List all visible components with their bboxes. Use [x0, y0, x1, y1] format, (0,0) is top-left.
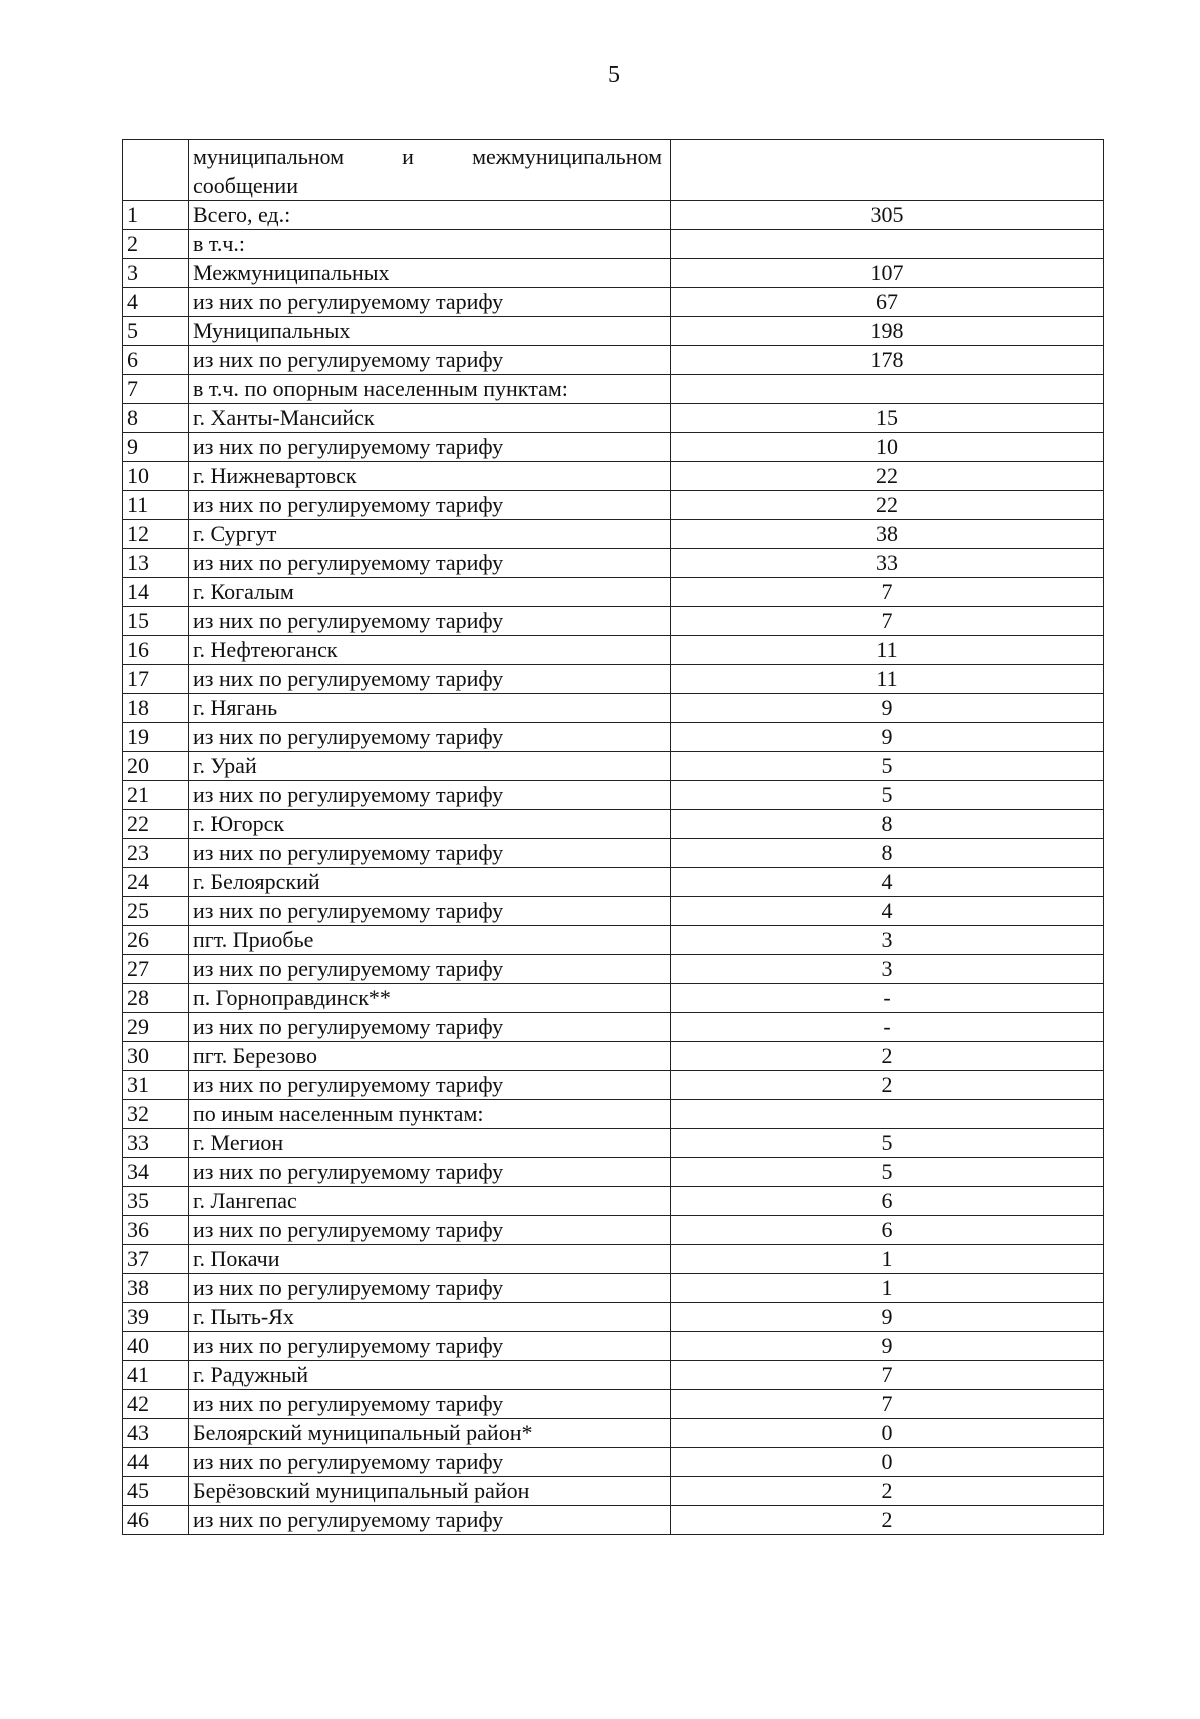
- row-name: в т.ч.:: [189, 230, 671, 259]
- row-number: 4: [123, 288, 189, 317]
- table-row: [123, 723, 1104, 752]
- row-name: из них по регулируемому тарифу: [189, 1448, 671, 1477]
- row-value: 9: [671, 694, 1104, 723]
- row-value: 2: [671, 1506, 1104, 1535]
- row-name: г. Ханты-Мансийск: [189, 404, 671, 433]
- row-name: из них по регулируемому тарифу: [189, 288, 671, 317]
- row-value: 10: [671, 433, 1104, 462]
- row-name: г. Югорск: [189, 810, 671, 839]
- table-row: [123, 1187, 1104, 1216]
- row-value: 7: [671, 1390, 1104, 1419]
- row-number: 5: [123, 317, 189, 346]
- row-value: 22: [671, 462, 1104, 491]
- row-value: 11: [671, 636, 1104, 665]
- row-name: г. Нижневартовск: [189, 462, 671, 491]
- table-row: [123, 1158, 1104, 1187]
- header-row: [123, 140, 1104, 201]
- row-name: из них по регулируемому тарифу: [189, 723, 671, 752]
- row-name: из них по регулируемому тарифу: [189, 1274, 671, 1303]
- row-name: из них по регулируемому тарифу: [189, 955, 671, 984]
- row-name: г. Лангепас: [189, 1187, 671, 1216]
- row-name: г. Урай: [189, 752, 671, 781]
- page-number: 5: [608, 62, 620, 88]
- row-value: 9: [671, 1303, 1104, 1332]
- table-row: [123, 926, 1104, 955]
- header-line-2: сообщении: [193, 173, 298, 198]
- table-row: [123, 868, 1104, 897]
- row-name: г. Нефтеюганск: [189, 636, 671, 665]
- table-row: [123, 549, 1104, 578]
- row-name: в т.ч. по опорным населенным пунктам:: [189, 375, 671, 404]
- row-number: 3: [123, 259, 189, 288]
- row-name: г. Радужный: [189, 1361, 671, 1390]
- table-row: [123, 955, 1104, 984]
- row-number: 16: [123, 636, 189, 665]
- table-row: [123, 346, 1104, 375]
- row-name: г. Когалым: [189, 578, 671, 607]
- table-row: [123, 201, 1104, 230]
- row-number: 30: [123, 1042, 189, 1071]
- row-number: 21: [123, 781, 189, 810]
- row-value: -: [671, 1013, 1104, 1042]
- row-number: 46: [123, 1506, 189, 1535]
- row-number: 2: [123, 230, 189, 259]
- row-value: 15: [671, 404, 1104, 433]
- row-value: 2: [671, 1071, 1104, 1100]
- table-row: [123, 1506, 1104, 1535]
- row-number: 36: [123, 1216, 189, 1245]
- row-number: 39: [123, 1303, 189, 1332]
- table-row: [123, 230, 1104, 259]
- row-name: пгт. Приобье: [189, 926, 671, 955]
- row-value: 9: [671, 723, 1104, 752]
- table-row: [123, 1100, 1104, 1129]
- table-row: [123, 1419, 1104, 1448]
- row-value: 305: [671, 201, 1104, 230]
- row-name: Межмуниципальных: [189, 259, 671, 288]
- row-name: из них по регулируемому тарифу: [189, 1506, 671, 1535]
- header-value-cell: [671, 140, 1104, 201]
- row-value: 4: [671, 897, 1104, 926]
- row-value: 0: [671, 1419, 1104, 1448]
- row-value: 6: [671, 1187, 1104, 1216]
- table-row: [123, 1274, 1104, 1303]
- row-number: 10: [123, 462, 189, 491]
- row-number: 17: [123, 665, 189, 694]
- row-name: Белоярский муниципальный район*: [189, 1419, 671, 1448]
- row-value: 6: [671, 1216, 1104, 1245]
- row-number: 29: [123, 1013, 189, 1042]
- row-number: 8: [123, 404, 189, 433]
- row-value: 8: [671, 810, 1104, 839]
- table-row: [123, 1361, 1104, 1390]
- table-row: [123, 694, 1104, 723]
- table-row: [123, 404, 1104, 433]
- row-number: 25: [123, 897, 189, 926]
- row-number: 43: [123, 1419, 189, 1448]
- row-value: 7: [671, 607, 1104, 636]
- row-name: из них по регулируемому тарифу: [189, 433, 671, 462]
- row-value: [671, 230, 1104, 259]
- row-value: 11: [671, 665, 1104, 694]
- row-name: из них по регулируемому тарифу: [189, 1332, 671, 1361]
- row-name: из них по регулируемому тарифу: [189, 839, 671, 868]
- row-number: 12: [123, 520, 189, 549]
- header-line-1: муниципальном и межмуниципальном: [193, 144, 662, 169]
- row-number: 24: [123, 868, 189, 897]
- row-number: 35: [123, 1187, 189, 1216]
- row-number: 44: [123, 1448, 189, 1477]
- table-row: [123, 1390, 1104, 1419]
- row-name: из них по регулируемому тарифу: [189, 897, 671, 926]
- row-value: 5: [671, 752, 1104, 781]
- row-number: 45: [123, 1477, 189, 1506]
- row-value: 5: [671, 1158, 1104, 1187]
- row-number: 37: [123, 1245, 189, 1274]
- row-name: г. Пыть-Ях: [189, 1303, 671, 1332]
- row-name: из них по регулируемому тарифу: [189, 1158, 671, 1187]
- row-name: г. Мегион: [189, 1129, 671, 1158]
- row-name: из них по регулируемому тарифу: [189, 491, 671, 520]
- row-value: 9: [671, 1332, 1104, 1361]
- row-value: 178: [671, 346, 1104, 375]
- row-number: 7: [123, 375, 189, 404]
- table-row: [123, 636, 1104, 665]
- row-number: 31: [123, 1071, 189, 1100]
- table-row: [123, 1042, 1104, 1071]
- table-row: [123, 462, 1104, 491]
- row-number: 13: [123, 549, 189, 578]
- row-number: 32: [123, 1100, 189, 1129]
- row-value: 22: [671, 491, 1104, 520]
- table-row: [123, 781, 1104, 810]
- row-name: г. Нягань: [189, 694, 671, 723]
- table-row: [123, 1303, 1104, 1332]
- row-name: Муниципальных: [189, 317, 671, 346]
- row-name: из них по регулируемому тарифу: [189, 1013, 671, 1042]
- table-row: [123, 1245, 1104, 1274]
- row-name: из них по регулируемому тарифу: [189, 346, 671, 375]
- row-value: 7: [671, 578, 1104, 607]
- row-name: из них по регулируемому тарифу: [189, 1216, 671, 1245]
- table-row: [123, 665, 1104, 694]
- row-name: из них по регулируемому тарифу: [189, 665, 671, 694]
- row-name: г. Покачи: [189, 1245, 671, 1274]
- row-name: из них по регулируемому тарифу: [189, 1071, 671, 1100]
- row-number: 28: [123, 984, 189, 1013]
- row-number: 9: [123, 433, 189, 462]
- row-number: 40: [123, 1332, 189, 1361]
- routes-table: [122, 139, 1104, 1535]
- table-row: [123, 752, 1104, 781]
- row-value: 4: [671, 868, 1104, 897]
- row-number: 18: [123, 694, 189, 723]
- table-row: [123, 1071, 1104, 1100]
- row-number: 41: [123, 1361, 189, 1390]
- row-value: 3: [671, 955, 1104, 984]
- row-number: 6: [123, 346, 189, 375]
- header-number-cell: [123, 140, 189, 201]
- row-number: 34: [123, 1158, 189, 1187]
- row-number: 14: [123, 578, 189, 607]
- table-row: [123, 810, 1104, 839]
- row-value: -: [671, 984, 1104, 1013]
- table-row: [123, 1129, 1104, 1158]
- row-number: 22: [123, 810, 189, 839]
- row-number: 42: [123, 1390, 189, 1419]
- row-name: п. Горноправдинск**: [189, 984, 671, 1013]
- row-name: пгт. Березово: [189, 1042, 671, 1071]
- row-value: 2: [671, 1042, 1104, 1071]
- row-number: 15: [123, 607, 189, 636]
- row-value: 67: [671, 288, 1104, 317]
- row-value: 1: [671, 1245, 1104, 1274]
- row-name: из них по регулируемому тарифу: [189, 607, 671, 636]
- row-value: 38: [671, 520, 1104, 549]
- row-value: 33: [671, 549, 1104, 578]
- row-value: 7: [671, 1361, 1104, 1390]
- row-name: из них по регулируемому тарифу: [189, 1390, 671, 1419]
- table-row: [123, 984, 1104, 1013]
- row-value: 1: [671, 1274, 1104, 1303]
- table-body: [123, 140, 1104, 1535]
- table-row: [123, 1216, 1104, 1245]
- row-name: по иным населенным пунктам:: [189, 1100, 671, 1129]
- row-number: 23: [123, 839, 189, 868]
- row-number: 33: [123, 1129, 189, 1158]
- row-number: 1: [123, 201, 189, 230]
- row-number: 38: [123, 1274, 189, 1303]
- table-row: [123, 375, 1104, 404]
- table-row: [123, 520, 1104, 549]
- row-name: Всего, ед.:: [189, 201, 671, 230]
- table-row: [123, 288, 1104, 317]
- row-name: г. Сургут: [189, 520, 671, 549]
- row-value: 198: [671, 317, 1104, 346]
- row-value: 0: [671, 1448, 1104, 1477]
- row-value: 2: [671, 1477, 1104, 1506]
- row-number: 27: [123, 955, 189, 984]
- table-row: [123, 1332, 1104, 1361]
- table-row: [123, 578, 1104, 607]
- row-number: 20: [123, 752, 189, 781]
- table-row: [123, 1013, 1104, 1042]
- table-row: [123, 1448, 1104, 1477]
- table-row: [123, 607, 1104, 636]
- table-row: [123, 491, 1104, 520]
- row-value: 5: [671, 781, 1104, 810]
- row-number: 19: [123, 723, 189, 752]
- row-number: 11: [123, 491, 189, 520]
- table-row: [123, 259, 1104, 288]
- row-name: из них по регулируемому тарифу: [189, 549, 671, 578]
- row-number: 26: [123, 926, 189, 955]
- row-value: [671, 375, 1104, 404]
- row-value: [671, 1100, 1104, 1129]
- table-row: [123, 897, 1104, 926]
- row-value: 5: [671, 1129, 1104, 1158]
- header-name-cell: [189, 140, 671, 201]
- table-row: [123, 839, 1104, 868]
- row-name: из них по регулируемому тарифу: [189, 781, 671, 810]
- row-value: 8: [671, 839, 1104, 868]
- table-row: [123, 1477, 1104, 1506]
- table-row: [123, 317, 1104, 346]
- row-name: г. Белоярский: [189, 868, 671, 897]
- row-value: 107: [671, 259, 1104, 288]
- table-row: [123, 433, 1104, 462]
- row-value: 3: [671, 926, 1104, 955]
- row-name: Берёзовский муниципальный район: [189, 1477, 671, 1506]
